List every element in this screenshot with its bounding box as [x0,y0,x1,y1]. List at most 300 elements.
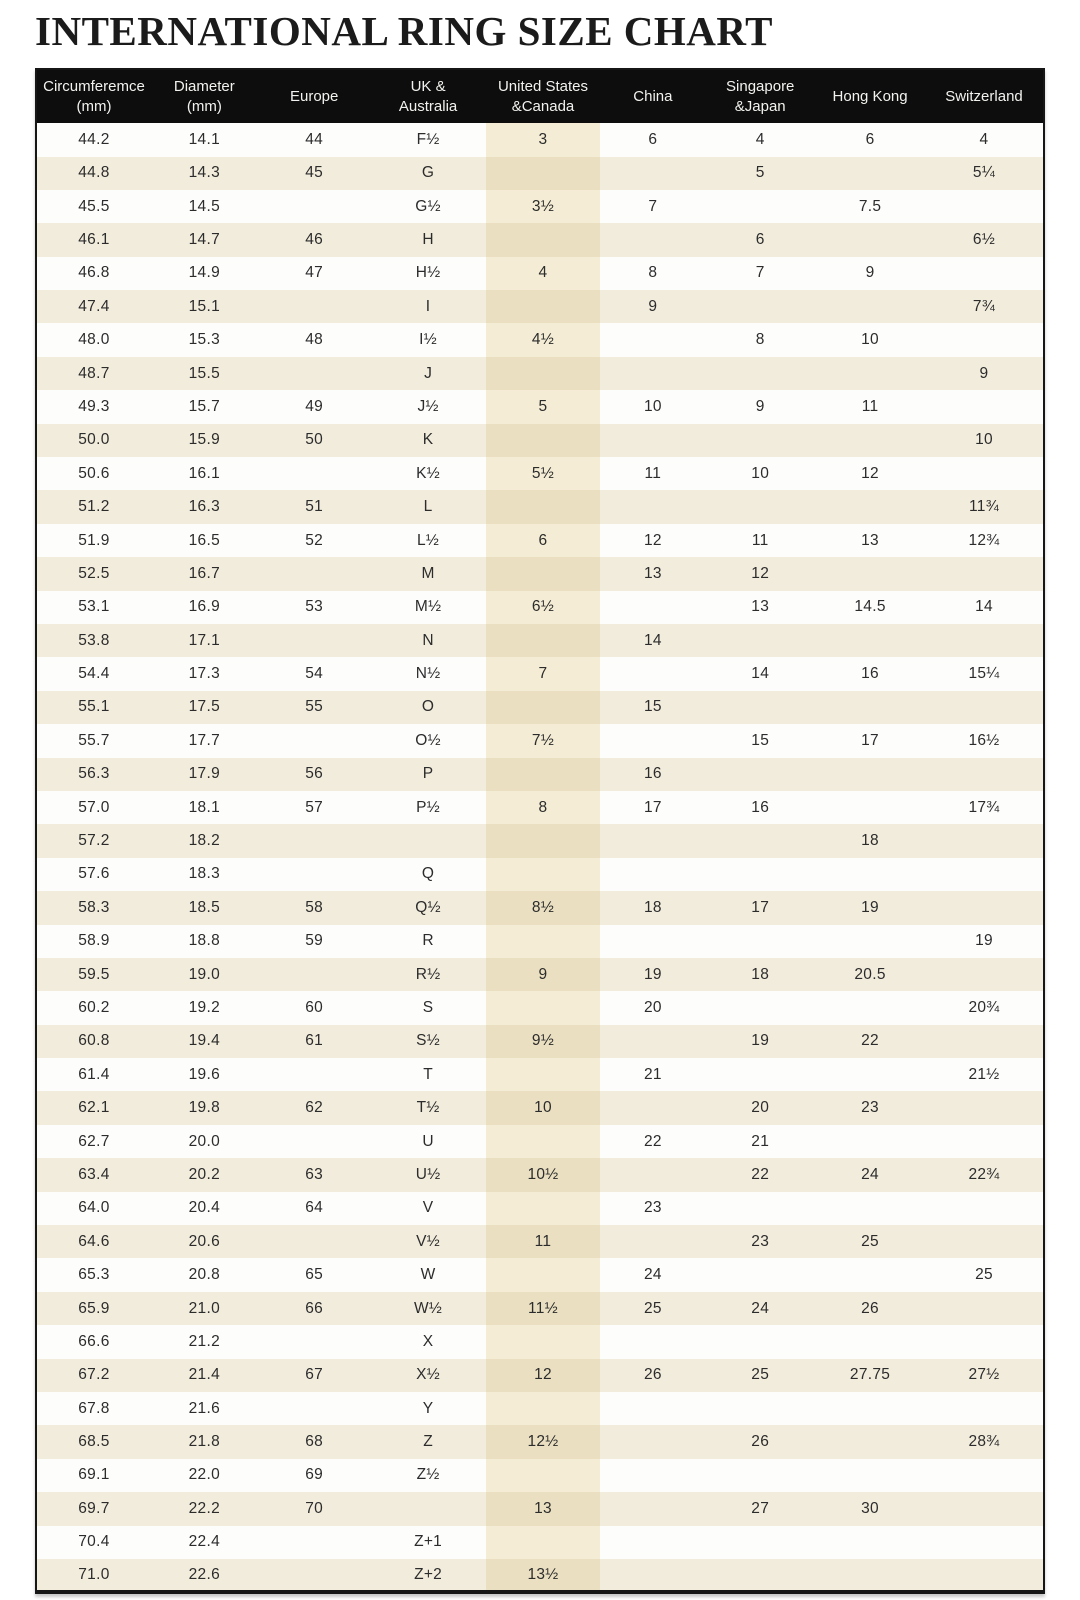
table-cell [815,991,925,1024]
table-cell: W [420,1266,436,1284]
table-cell: 22.4 [188,1533,221,1551]
table-cell: 3 [486,123,601,156]
table-cell: 65 [305,1266,324,1284]
table-row [36,991,1044,1024]
table-cell [925,190,1044,223]
header-label-line: United States [497,78,589,96]
table-cell [815,490,925,523]
ring-size-table [35,68,1045,1594]
table-cell: 21.4 [188,1366,221,1384]
table-cell: 7¾ [972,297,996,315]
table-cell [815,624,925,657]
table-cell: 9 [979,364,989,382]
table-row [36,1125,1044,1158]
table-cell: 12½ [486,1425,601,1458]
table-cell: 62.1 [78,1099,110,1117]
table-cell [815,691,925,724]
table-row [36,457,1044,490]
table-row [36,1459,1044,1492]
table-cell: 16.5 [188,531,221,549]
table-cell: 65.3 [78,1266,110,1284]
table-row [36,858,1044,891]
table-row [36,1058,1044,1091]
table-cell: 60.2 [78,998,110,1016]
table-cell: 22.2 [188,1499,221,1517]
table-cell: 46.1 [78,231,110,248]
table-row [36,557,1044,590]
table-cell: 12 [643,531,662,549]
table-cell: 26 [861,1299,879,1317]
table-cell [486,223,601,256]
table-cell [705,1058,815,1091]
header-label-line: Circumferemce [43,78,145,96]
table-cell: 57.2 [78,832,110,850]
table-cell [815,424,925,457]
table-row [36,190,1044,223]
table-cell: 69.7 [78,1499,110,1517]
table-cell [815,557,925,590]
table-cell [486,1459,601,1492]
table-cell: 14.5 [188,197,221,215]
table-cell: 24 [643,1266,662,1284]
table-cell: 22.6 [188,1565,221,1583]
table-cell: 9 [865,264,875,282]
table-row [36,357,1044,390]
table-cell: 27.75 [849,1366,891,1384]
table-cell: 68.5 [78,1433,110,1451]
table-cell: 10 [486,1091,601,1124]
header-label-line: Switzerland [945,87,1023,105]
table-row [36,1192,1044,1225]
table-cell [486,824,601,857]
table-cell: 11½ [486,1292,601,1325]
table-cell: 63 [305,1165,324,1183]
table-cell: 67 [305,1366,324,1384]
table-cell: 18 [861,832,879,850]
table-cell: 16 [861,665,879,683]
table-cell [600,591,705,624]
table-row [36,424,1044,457]
table-cell: 21½ [968,1065,1000,1083]
table-cell [486,1125,601,1158]
table-cell [705,1526,815,1559]
table-cell: 16.7 [188,564,221,582]
table-cell: 10 [751,464,770,482]
table-cell: 6 [865,130,875,148]
table-cell: 47.4 [78,297,110,315]
table-cell [486,157,601,190]
table-cell: 62 [305,1099,324,1117]
table-cell: 21 [751,1132,770,1150]
table-cell: 44.2 [78,130,110,148]
table-cell: 9½ [486,1025,601,1058]
table-cell: 18.8 [188,932,221,950]
table-cell: 27 [751,1499,770,1517]
table-cell [925,1025,1044,1058]
table-cell [486,1058,601,1091]
table-cell [925,624,1044,657]
table-cell: S [422,998,434,1016]
table-cell: 19 [861,898,879,916]
table-row [36,290,1044,323]
table-cell [815,157,925,190]
table-cell [925,257,1044,290]
table-cell: 5½ [486,457,601,490]
table-cell: 10 [975,431,993,449]
table-cell [486,290,601,323]
table-cell: 65.9 [78,1299,110,1317]
table-cell: 70.4 [78,1533,110,1551]
table-cell: 6 [755,231,765,248]
table-cell: 12 [486,1359,601,1392]
table-cell: 23 [751,1232,770,1250]
table-cell: 21.0 [188,1299,221,1317]
table-cell [258,457,371,490]
table-cell: 19 [975,932,993,950]
table-row [36,1225,1044,1258]
table-cell: 23 [861,1099,879,1117]
table-cell: 66.6 [78,1332,110,1350]
table-cell: 62.7 [78,1132,110,1150]
table-cell: Z+2 [414,1565,443,1583]
table-cell: 64.0 [78,1199,110,1217]
table-cell: O½ [415,731,441,749]
table-row [36,1425,1044,1458]
table-row [36,1091,1044,1124]
table-cell: 11 [861,397,879,415]
table-cell: 66 [305,1299,324,1317]
table-cell [600,1325,705,1358]
table-cell [705,1258,815,1291]
column-header-hong-kong [815,69,925,123]
header-label-line: &Japan [734,97,786,115]
table-cell [925,758,1044,791]
table-cell [925,1325,1044,1358]
table-cell: 53.1 [78,598,110,616]
table-cell: M½ [414,598,442,616]
table-cell [258,824,371,857]
table-row [36,157,1044,190]
table-cell [925,557,1044,590]
table-row [36,524,1044,557]
table-cell: 16 [751,798,770,816]
table-row [36,657,1044,690]
table-cell [600,724,705,757]
table-cell: J [424,364,433,382]
table-cell: 16½ [968,731,1000,749]
table-cell: 21.6 [188,1399,221,1417]
table-cell [815,1559,925,1592]
table-cell: 14 [975,598,993,616]
table-cell: 20.8 [188,1266,221,1284]
table-cell: F½ [416,130,440,148]
table-cell: 14.3 [188,164,221,182]
table-cell: 6½ [486,591,601,624]
table-cell: T [423,1065,433,1083]
table-cell [600,424,705,457]
table-cell: 16.9 [188,598,221,616]
table-cell: 70 [305,1499,324,1517]
table-cell: 15.1 [188,297,221,315]
table-cell [925,691,1044,724]
table-cell: 22.0 [188,1466,221,1484]
table-cell: L½ [417,531,440,549]
table-cell: 17 [643,798,662,816]
table-cell: 18 [643,898,662,916]
table-cell: R½ [415,965,441,983]
table-cell: 11 [751,531,769,549]
table-cell [815,1192,925,1225]
table-cell [815,1425,925,1458]
table-cell [815,1459,925,1492]
table-cell: 22 [643,1132,662,1150]
table-cell [600,1559,705,1592]
table-cell: U½ [415,1165,441,1183]
table-cell: 18.2 [188,832,221,850]
table-cell [486,490,601,523]
table-cell: H [422,231,434,248]
table-cell: 11 [644,464,662,482]
table-cell: 60 [305,998,324,1016]
header-label-line: (mm) [186,97,222,115]
table-cell: U [422,1132,434,1150]
table-cell [925,858,1044,891]
table-cell: 49.3 [78,397,110,415]
table-cell: 21.2 [188,1332,221,1350]
table-cell: 48.7 [78,364,110,382]
table-cell: X [422,1332,434,1350]
table-cell: 12¾ [968,531,1000,549]
table-cell: 48.0 [78,331,110,349]
table-cell [600,357,705,390]
table-cell: 67.2 [78,1366,110,1384]
table-cell: 57 [305,798,324,816]
table-cell [815,1526,925,1559]
table-cell: 7 [648,197,658,215]
table-cell: 13 [751,598,770,616]
table-cell: 58.3 [78,898,110,916]
table-cell: 47 [305,264,324,282]
table-cell: 52.5 [78,564,110,582]
table-cell: P [422,765,434,783]
table-row [36,591,1044,624]
table-cell [600,1392,705,1425]
column-header-europe [258,69,371,123]
table-cell: 20¾ [968,998,1000,1016]
table-cell [815,858,925,891]
table-cell: Q [421,865,435,883]
table-row [36,925,1044,958]
column-header-switzerland [925,69,1044,123]
table-cell: 15 [643,698,662,716]
table-cell: 25 [975,1266,993,1284]
table-cell [371,824,486,857]
table-cell [925,958,1044,991]
table-cell: 69.1 [78,1466,110,1484]
table-cell [705,1325,815,1358]
table-cell: G [421,164,435,182]
table-cell: 4 [755,130,765,148]
header-label-line: Diameter [173,78,235,96]
header-row [36,69,1044,123]
table-cell: 10 [861,331,879,349]
table-cell: 4 [486,257,601,290]
table-cell: 6 [648,130,658,148]
table-cell: 14.9 [188,264,221,282]
table-cell [925,1526,1044,1559]
table-cell: 46 [305,231,324,248]
table-cell: 19.2 [188,998,221,1016]
table-cell [705,624,815,657]
table-cell: 17.7 [188,731,221,749]
table-cell: 18 [751,965,770,983]
table-cell [815,1125,925,1158]
table-cell [705,490,815,523]
table-cell: 9 [648,297,658,315]
table-cell: G½ [415,197,441,215]
table-cell: V [422,1199,434,1217]
table-cell: 4 [979,130,989,148]
table-cell [486,357,601,390]
table-cell: 15.5 [188,364,221,382]
table-header [36,69,1044,123]
table-cell: 56.3 [78,765,110,783]
table-cell [600,1459,705,1492]
table-cell [705,691,815,724]
table-cell: X½ [416,1366,441,1384]
table-cell [258,1325,371,1358]
table-cell: 18.1 [188,798,221,816]
table-cell [258,1392,371,1425]
table-cell [815,357,925,390]
table-cell: 19.0 [188,965,221,983]
table-cell [925,1459,1044,1492]
table-cell [258,1058,371,1091]
table-row [36,1158,1044,1191]
table-cell: 57.6 [78,865,110,883]
table-cell [815,223,925,256]
table-cell: 17 [861,731,879,749]
header-label-line: UK & [410,78,446,96]
table-cell: 57.0 [78,798,110,816]
table-cell [815,1258,925,1291]
table-cell: 58 [305,898,324,916]
header-label-line: Europe [290,87,339,105]
table-cell: 8 [755,331,765,349]
table-cell: M [421,564,435,582]
table-cell: 17.5 [188,698,221,716]
table-cell: 6½ [972,231,996,248]
table-cell: 15.3 [188,331,221,349]
table-cell [705,190,815,223]
table-cell: 20.4 [188,1199,221,1217]
table-cell [486,1526,601,1559]
table-cell: 7 [755,264,765,282]
table-cell: 44 [305,130,324,148]
table-cell: 45 [305,164,324,182]
table-cell [486,424,601,457]
table-cell: 4½ [486,323,601,356]
table-cell: K [422,431,434,449]
page-title: INTERNATIONAL RING SIZE CHART [35,8,773,54]
table-cell: J½ [417,397,439,415]
table-cell [705,1559,815,1592]
table-cell: 20 [751,1099,770,1117]
table-row [36,958,1044,991]
table-cell [600,490,705,523]
table-row [36,1359,1044,1392]
table-cell [815,791,925,824]
table-cell [371,1492,486,1525]
table-cell: 15.9 [188,431,221,449]
table-cell: 9 [486,958,601,991]
table-cell: 24 [861,1165,879,1183]
table-cell [258,958,371,991]
table-cell: 14.1 [188,130,221,148]
table-cell: 14 [643,631,662,649]
table-cell: 21.8 [188,1433,221,1451]
table-row [36,390,1044,423]
table-row [36,824,1044,857]
table-cell [705,1192,815,1225]
table-cell: 5 [486,390,601,423]
table-cell [705,1459,815,1492]
table-cell [705,357,815,390]
table-cell: 54 [305,665,324,683]
table-cell [705,858,815,891]
table-cell: L [423,498,433,516]
table-cell: T½ [416,1099,440,1117]
table-cell [925,1192,1044,1225]
table-cell: 23 [643,1199,662,1217]
table-cell [486,1392,601,1425]
table-cell: 14 [751,665,770,683]
table-row [36,1559,1044,1592]
table-cell: 20.0 [188,1132,221,1150]
table-cell: 19.8 [188,1099,221,1117]
table-cell [486,557,601,590]
table-cell: S½ [416,1032,441,1050]
table-cell [925,1125,1044,1158]
table-cell [486,991,601,1024]
table-cell: 3½ [486,190,601,223]
table-cell: 21 [643,1065,662,1083]
table-cell [258,1125,371,1158]
header-label-line: &Canada [511,97,575,115]
table-cell [815,758,925,791]
table-cell: Q½ [415,898,441,916]
table-cell: 68 [305,1433,324,1451]
table-cell: 48 [305,331,324,349]
table-cell: 26 [643,1366,662,1384]
table-cell: 10 [643,397,662,415]
table-cell: 16 [643,765,662,783]
table-cell: 50.0 [78,431,110,449]
table-cell: 53.8 [78,631,110,649]
table-cell [925,891,1044,924]
table-cell [486,624,601,657]
table-cell: 22¾ [968,1165,1000,1183]
header-label-line: Australia [398,97,458,115]
header-label-line: Hong Kong [832,87,908,105]
column-header-uk-australia [371,69,486,123]
table-cell [258,858,371,891]
table-cell: 69 [305,1466,324,1484]
table-cell: 7½ [486,724,601,757]
table-cell: 52 [305,531,324,549]
table-cell: 7 [486,657,601,690]
table-cell: 20 [643,998,662,1016]
